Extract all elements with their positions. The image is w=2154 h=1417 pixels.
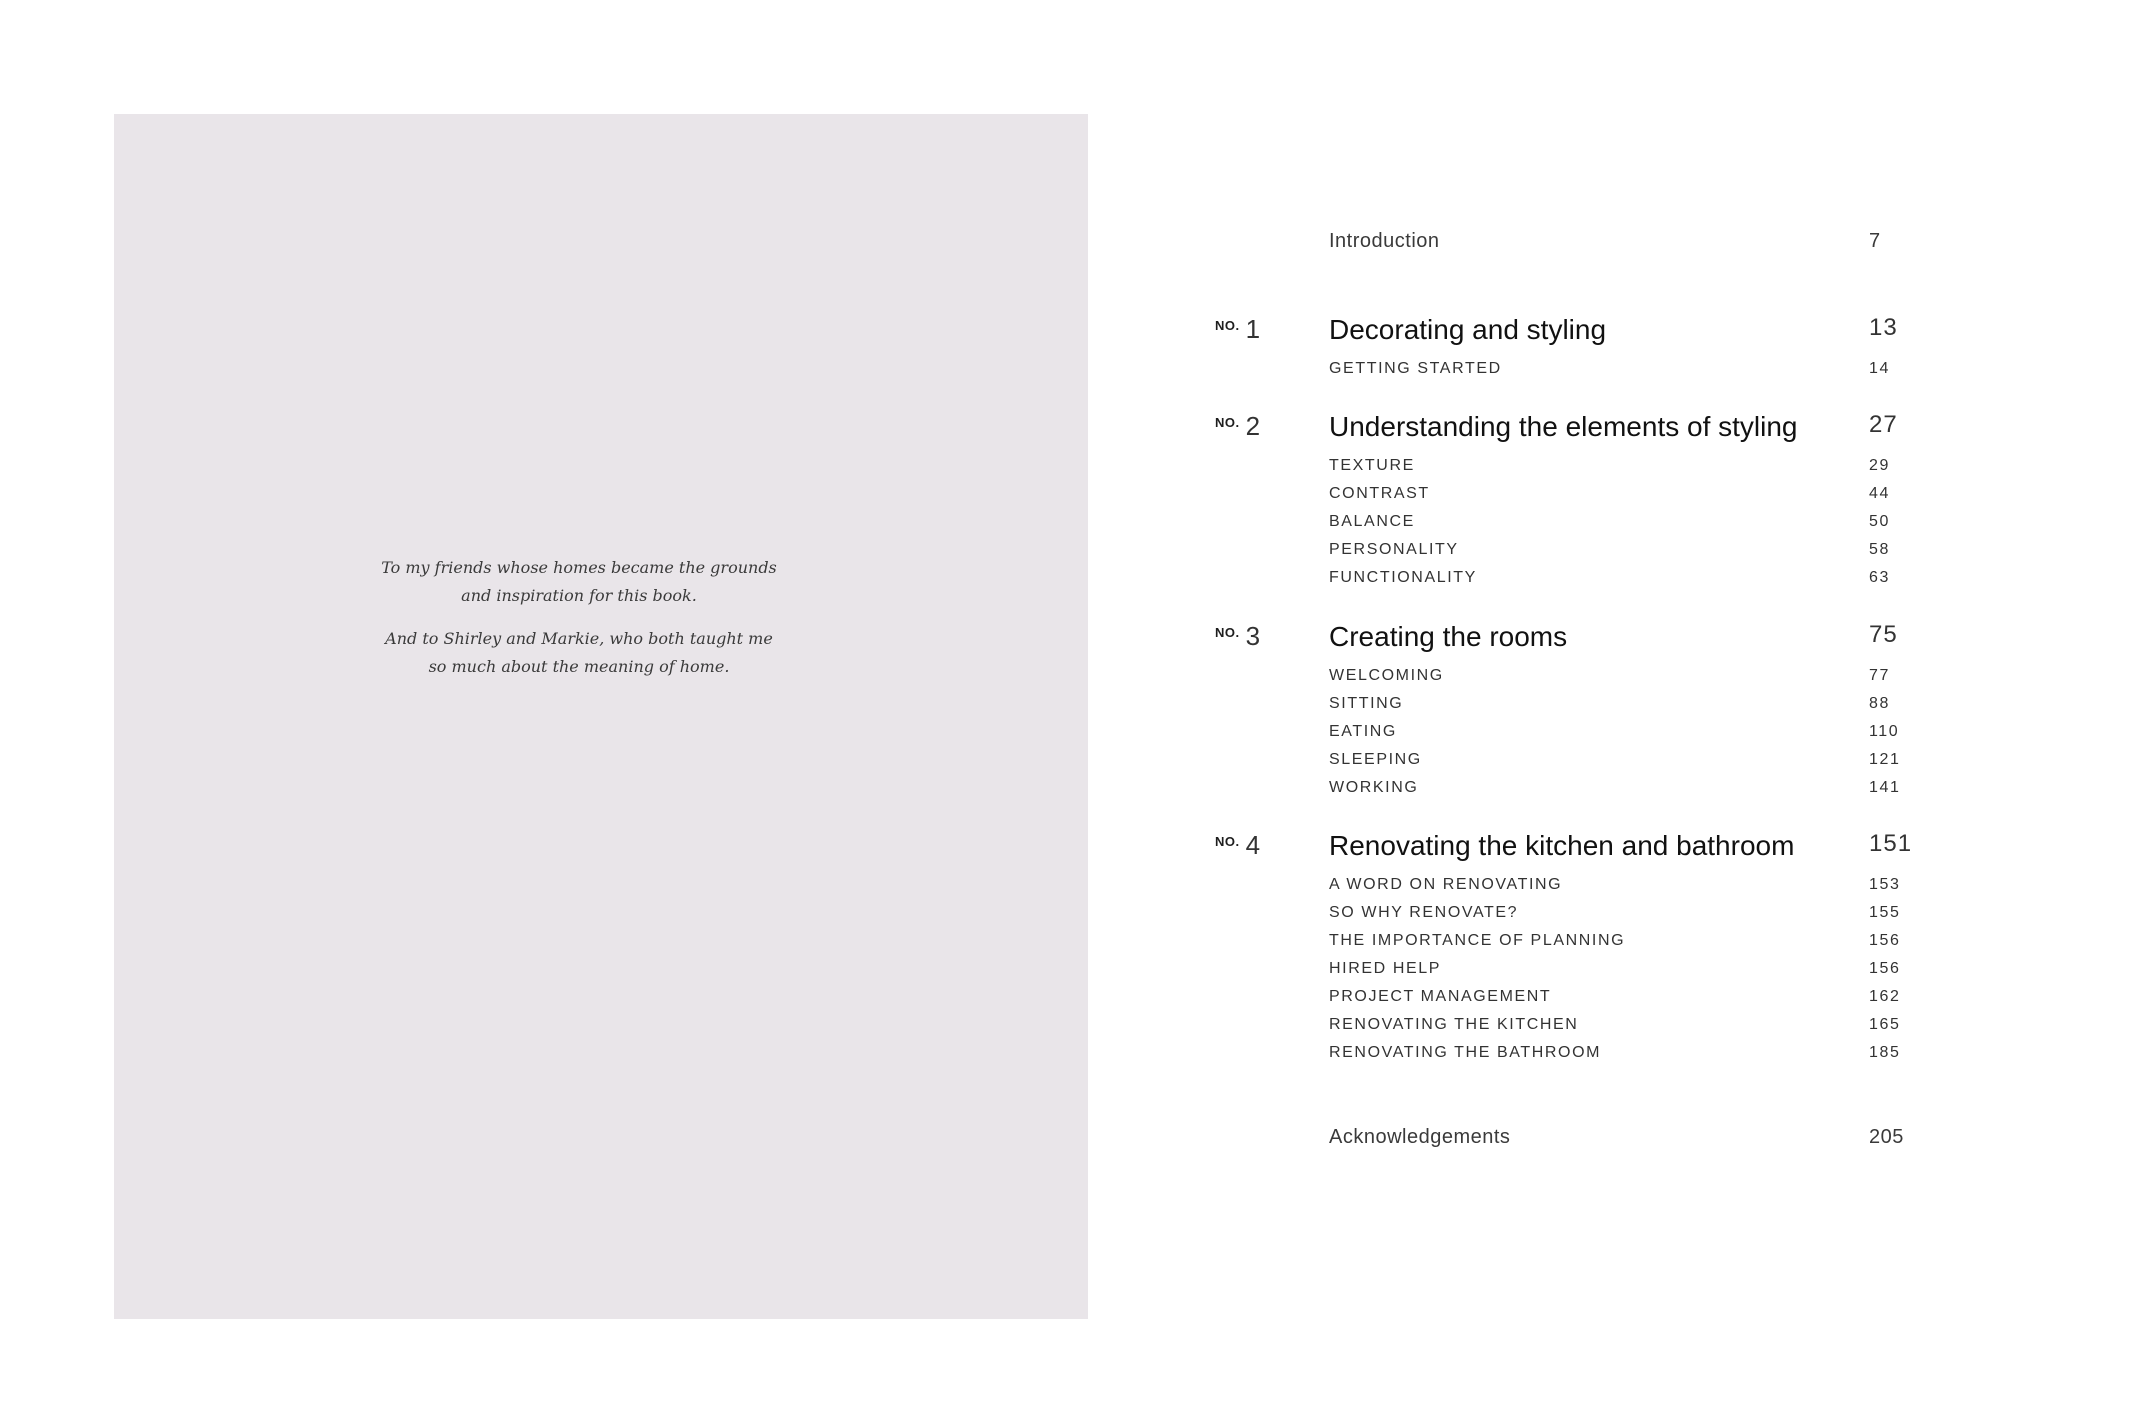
chapter-number-value: 3 bbox=[1245, 621, 1261, 651]
section-title: RENOVATING THE KITCHEN bbox=[1329, 1016, 1579, 1033]
section-page: 155 bbox=[1869, 904, 1901, 921]
section-page: 58 bbox=[1869, 541, 1890, 558]
chapter-page: 151 bbox=[1869, 830, 1913, 857]
dedication-line: so much about the meaning of home. bbox=[428, 657, 730, 676]
dedication-line: and inspiration for this book. bbox=[461, 586, 697, 605]
dedication-line: To my friends whose homes became the grounds bbox=[381, 558, 777, 577]
chapter-title: Renovating the kitchen and bathroom bbox=[1329, 830, 1795, 861]
section-page: 141 bbox=[1869, 779, 1901, 796]
section-title: WELCOMING bbox=[1329, 667, 1444, 684]
section-page: 156 bbox=[1869, 960, 1901, 977]
chapter-no-label: NO. bbox=[1215, 318, 1240, 333]
section-page: 44 bbox=[1869, 485, 1890, 502]
section-title: SLEEPING bbox=[1329, 751, 1422, 768]
chapter-title: Decorating and styling bbox=[1329, 314, 1607, 345]
section-title: TEXTURE bbox=[1329, 457, 1415, 474]
toc-entry-page: 7 bbox=[1869, 230, 1881, 252]
section-page: 185 bbox=[1869, 1044, 1901, 1061]
chapter-page: 13 bbox=[1869, 314, 1898, 341]
section-title: SITTING bbox=[1329, 695, 1404, 712]
section-page: 88 bbox=[1869, 695, 1890, 712]
chapter-no-label: NO. bbox=[1215, 625, 1240, 640]
chapter-title: Creating the rooms bbox=[1329, 621, 1568, 652]
section-title: RENOVATING THE BATHROOM bbox=[1329, 1044, 1602, 1061]
chapter-page: 27 bbox=[1869, 411, 1898, 438]
section-title: EATING bbox=[1329, 723, 1397, 740]
toc-entry-title: Acknowledgements bbox=[1329, 1126, 1511, 1148]
section-title: HIRED HELP bbox=[1329, 960, 1442, 977]
chapter-number bbox=[1215, 411, 1260, 442]
chapter-no-label: NO. bbox=[1215, 834, 1240, 849]
section-page: 153 bbox=[1869, 876, 1901, 893]
section-title: BALANCE bbox=[1329, 513, 1415, 530]
chapter-number-value: 4 bbox=[1245, 830, 1261, 860]
section-title: SO WHY RENOVATE? bbox=[1329, 904, 1519, 921]
section-page: 110 bbox=[1869, 723, 1900, 740]
chapter-number bbox=[1215, 830, 1260, 861]
chapter-number bbox=[1215, 621, 1260, 652]
toc-entry-page: 205 bbox=[1869, 1126, 1904, 1148]
section-title: PROJECT MANAGEMENT bbox=[1329, 988, 1552, 1005]
section-page: 63 bbox=[1869, 569, 1890, 586]
section-title: WORKING bbox=[1329, 779, 1419, 796]
chapter-number bbox=[1215, 314, 1260, 345]
chapter-number-value: 2 bbox=[1245, 411, 1261, 441]
section-page: 77 bbox=[1869, 667, 1890, 684]
section-page: 162 bbox=[1869, 988, 1901, 1005]
section-title: GETTING STARTED bbox=[1329, 360, 1502, 377]
toc-entry-title: Introduction bbox=[1329, 230, 1440, 252]
section-title: THE IMPORTANCE OF PLANNING bbox=[1329, 932, 1626, 949]
section-page: 14 bbox=[1869, 360, 1890, 377]
section-page: 165 bbox=[1869, 1016, 1901, 1033]
section-title: CONTRAST bbox=[1329, 485, 1430, 502]
dedication-line: And to Shirley and Markie, who both taught me bbox=[385, 629, 773, 648]
section-page: 121 bbox=[1869, 751, 1901, 768]
section-page: 156 bbox=[1869, 932, 1901, 949]
section-page: 29 bbox=[1869, 457, 1890, 474]
section-title: A WORD ON RENOVATING bbox=[1329, 876, 1563, 893]
chapter-title: Understanding the elements of styling bbox=[1329, 411, 1798, 442]
chapter-number-value: 1 bbox=[1245, 314, 1261, 344]
chapter-page: 75 bbox=[1869, 621, 1898, 648]
chapter-no-label: NO. bbox=[1215, 415, 1240, 430]
section-title: FUNCTIONALITY bbox=[1329, 569, 1477, 586]
section-page: 50 bbox=[1869, 513, 1890, 530]
section-title: PERSONALITY bbox=[1329, 541, 1459, 558]
